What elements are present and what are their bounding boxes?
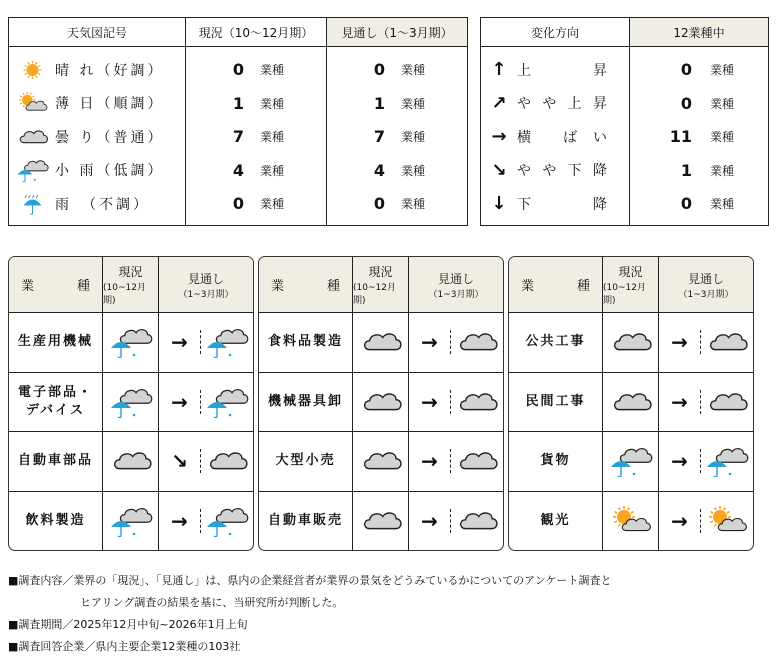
direction-count: 11 [669,127,692,147]
legend-row [9,53,185,87]
arrow-right-icon: → [159,509,201,533]
unit-label: 業種 [710,96,735,111]
current-header: 現況 [118,265,143,279]
industry-name: 食料品製造 [259,313,353,372]
industry-header-b: 種 [76,279,90,294]
arrow-right-icon: → [159,390,201,414]
cloudy-icon [9,125,55,149]
direction-row [481,187,629,221]
cloudy-icon [103,432,159,491]
unit-label: 業種 [260,163,285,178]
light-rain-icon [201,505,253,537]
arrow-right-icon: → [659,449,701,473]
sunny-icon [9,58,55,82]
outlook-period: （1~3月期） [678,289,734,300]
panel-header [509,257,753,313]
direction-count: 0 [680,93,692,113]
industry-header-a: 業 [521,279,535,294]
direction-count: 1 [680,160,692,180]
industry-name: 自動車部品 [9,432,103,491]
direction-char: や [517,96,531,113]
light-rain-icon [9,158,55,182]
industry-panel-3 [508,256,754,551]
unit-label: 業種 [260,197,285,212]
unit-label: 業種 [260,63,285,78]
direction-char: や [542,163,557,180]
cloudy-icon [451,386,503,418]
industry-row [259,313,503,373]
direction-count: 0 [680,194,692,214]
industry-header-b: 種 [576,279,590,294]
current-count: 1 [232,93,244,113]
unit-label: 業種 [710,130,735,145]
legend-header-symbol: 天気図記号 [9,18,186,46]
industry-row [509,313,753,373]
unit-label: 業種 [401,163,426,178]
industry-row [259,432,503,492]
direction-char: 昇 [592,96,607,113]
outlook-period: （1~3月期） [178,289,234,300]
arrow-right-icon: → [409,449,451,473]
industry-header-b: 種 [326,279,340,294]
unit-label: 業種 [710,63,735,78]
outlook-count: 0 [373,194,385,214]
light-rain-icon [201,326,253,358]
light-rain-icon [103,492,159,552]
industry-row [259,492,503,552]
arrow-right-icon: → [659,330,701,354]
note-respondents: ■調査回答企業／県内主要企業12業種の103社 [8,640,241,653]
current-period: (10~12月期) [103,283,146,306]
industry-header-a: 業 [21,279,35,294]
arrow-down-right-icon: ↘ [159,449,201,473]
light-rain-icon [201,386,253,418]
outlook-count: 7 [373,127,385,147]
legend-row [9,120,185,154]
legend-header-outlook: 見通し（1〜3月期） [327,18,467,46]
cloudy-icon [451,505,503,537]
panel-header [259,257,503,313]
legend-row [9,187,185,221]
legend-label: 晴 れ（好調） [55,62,165,79]
outlook-count: 1 [373,93,385,113]
industry-name: 自動車販売 [259,492,353,552]
note-period: ■調査期間／2025年12月中旬~2026年1月上旬 [8,618,248,631]
unit-label: 業種 [260,130,285,145]
cloudy-icon [353,492,409,552]
industry-name: 民間工事 [509,373,603,432]
direction-row [481,53,629,87]
direction-char: や [542,96,557,113]
note-content-cont: ヒアリング調査の結果を基に、当研究所が判断した。 [80,596,344,609]
current-count: 0 [232,60,244,80]
count-header: 12業種中 [630,18,768,46]
direction-row [481,87,629,121]
cloudy-icon [451,445,503,477]
industry-header-a: 業 [271,279,285,294]
direction-header: 変化方向 [481,18,630,46]
current-header: 現況 [368,265,393,279]
unit-label: 業種 [710,163,735,178]
unit-label: 業種 [401,96,426,111]
industry-name: 電子部品・デバイス [9,373,103,432]
legend-row [9,154,185,188]
direction-count: 0 [680,60,692,80]
direction-row [481,120,629,154]
panel-header [9,257,253,313]
cloudy-icon [701,386,753,418]
current-period: (10~12月期) [603,283,646,306]
survey-notes [8,570,612,658]
partly-sunny-icon [603,492,659,552]
direction-char: ば [563,129,577,146]
direction-char: 上 [567,96,582,113]
current-count: 0 [232,194,244,214]
industry-row [9,492,253,552]
arrow-down-right-icon: ↘ [491,159,507,181]
unit-label: 業種 [710,197,735,212]
current-header: 現況 [618,265,643,279]
direction-char: 上 [517,62,531,79]
cloudy-icon [451,326,503,358]
current-count: 7 [232,127,244,147]
cloudy-icon [603,373,659,432]
industry-panel-2 [258,256,504,551]
direction-char: 下 [517,196,531,213]
outlook-period: （1~3月期） [428,289,484,300]
cloudy-icon [353,313,409,372]
industry-row [509,432,753,492]
arrow-right-icon: → [659,390,701,414]
cloudy-icon [353,432,409,491]
industry-name: 飲料製造 [9,492,103,552]
unit-label: 業種 [401,130,426,145]
industry-name: 観光 [509,492,603,552]
legend-label: 小 雨（低調） [55,163,165,180]
industry-panel-1 [8,256,254,551]
outlook-header: 見通し [187,271,224,286]
direction-char: 横 [517,129,531,146]
arrow-up-right-icon: ↗ [491,92,507,114]
partly-sunny-icon [701,505,753,537]
arrow-down-icon: ↓ [491,193,507,215]
industry-row [259,373,503,433]
arrow-right-icon: → [159,330,201,354]
cloudy-icon [201,445,253,477]
industry-name: 公共工事 [509,313,603,372]
direction-char: 下 [567,163,582,180]
legend-label: 雨 （不調） [55,196,150,213]
rain-icon [9,192,55,216]
light-rain-icon [103,373,159,432]
outlook-count: 0 [373,60,385,80]
direction-char: 降 [592,196,607,213]
cloudy-icon [603,313,659,372]
unit-label: 業種 [401,63,426,78]
unit-label: 業種 [260,96,285,111]
industry-name: 機械器具卸 [259,373,353,432]
industry-row [509,492,753,552]
arrow-right-icon: → [409,330,451,354]
outlook-header: 見通し [687,271,724,286]
industry-row [9,313,253,373]
current-period: (10~12月期) [353,283,396,306]
legend-row [9,87,185,121]
weather-legend-table [8,17,468,226]
arrow-right-icon: → [491,126,507,148]
partly-sunny-icon [9,91,55,115]
unit-label: 業種 [401,197,426,212]
arrow-up-icon: ↑ [491,59,507,81]
direction-char: 昇 [592,62,607,79]
arrow-right-icon: → [409,390,451,414]
arrow-right-icon: → [409,509,451,533]
industry-row [509,373,753,433]
industry-name: 大型小売 [259,432,353,491]
light-rain-icon [103,313,159,372]
direction-row [481,154,629,188]
light-rain-icon [701,445,753,477]
legend-header-current: 現況（10〜12月期） [186,18,327,46]
industry-name: 貨物 [509,432,603,491]
light-rain-icon [603,432,659,491]
outlook-count: 4 [373,160,385,180]
industry-row [9,432,253,492]
industry-name: 生産用機械 [9,313,103,372]
direction-char: や [517,163,531,180]
legend-label: 曇 り（普通） [55,129,165,146]
arrow-right-icon: → [659,509,701,533]
outlook-header: 見通し [437,271,474,286]
direction-char: 降 [592,163,607,180]
direction-char: い [593,129,607,146]
current-count: 4 [232,160,244,180]
change-direction-table [480,17,769,226]
legend-label: 薄 日（順調） [55,96,165,113]
cloudy-icon [353,373,409,432]
cloudy-icon [701,326,753,358]
industry-row [9,373,253,433]
note-content: ■調査内容／業界の「現況」、「見通し」は、県内の企業経営者が業界の景気をどうみているかについてのアンケート調査と [8,574,612,587]
